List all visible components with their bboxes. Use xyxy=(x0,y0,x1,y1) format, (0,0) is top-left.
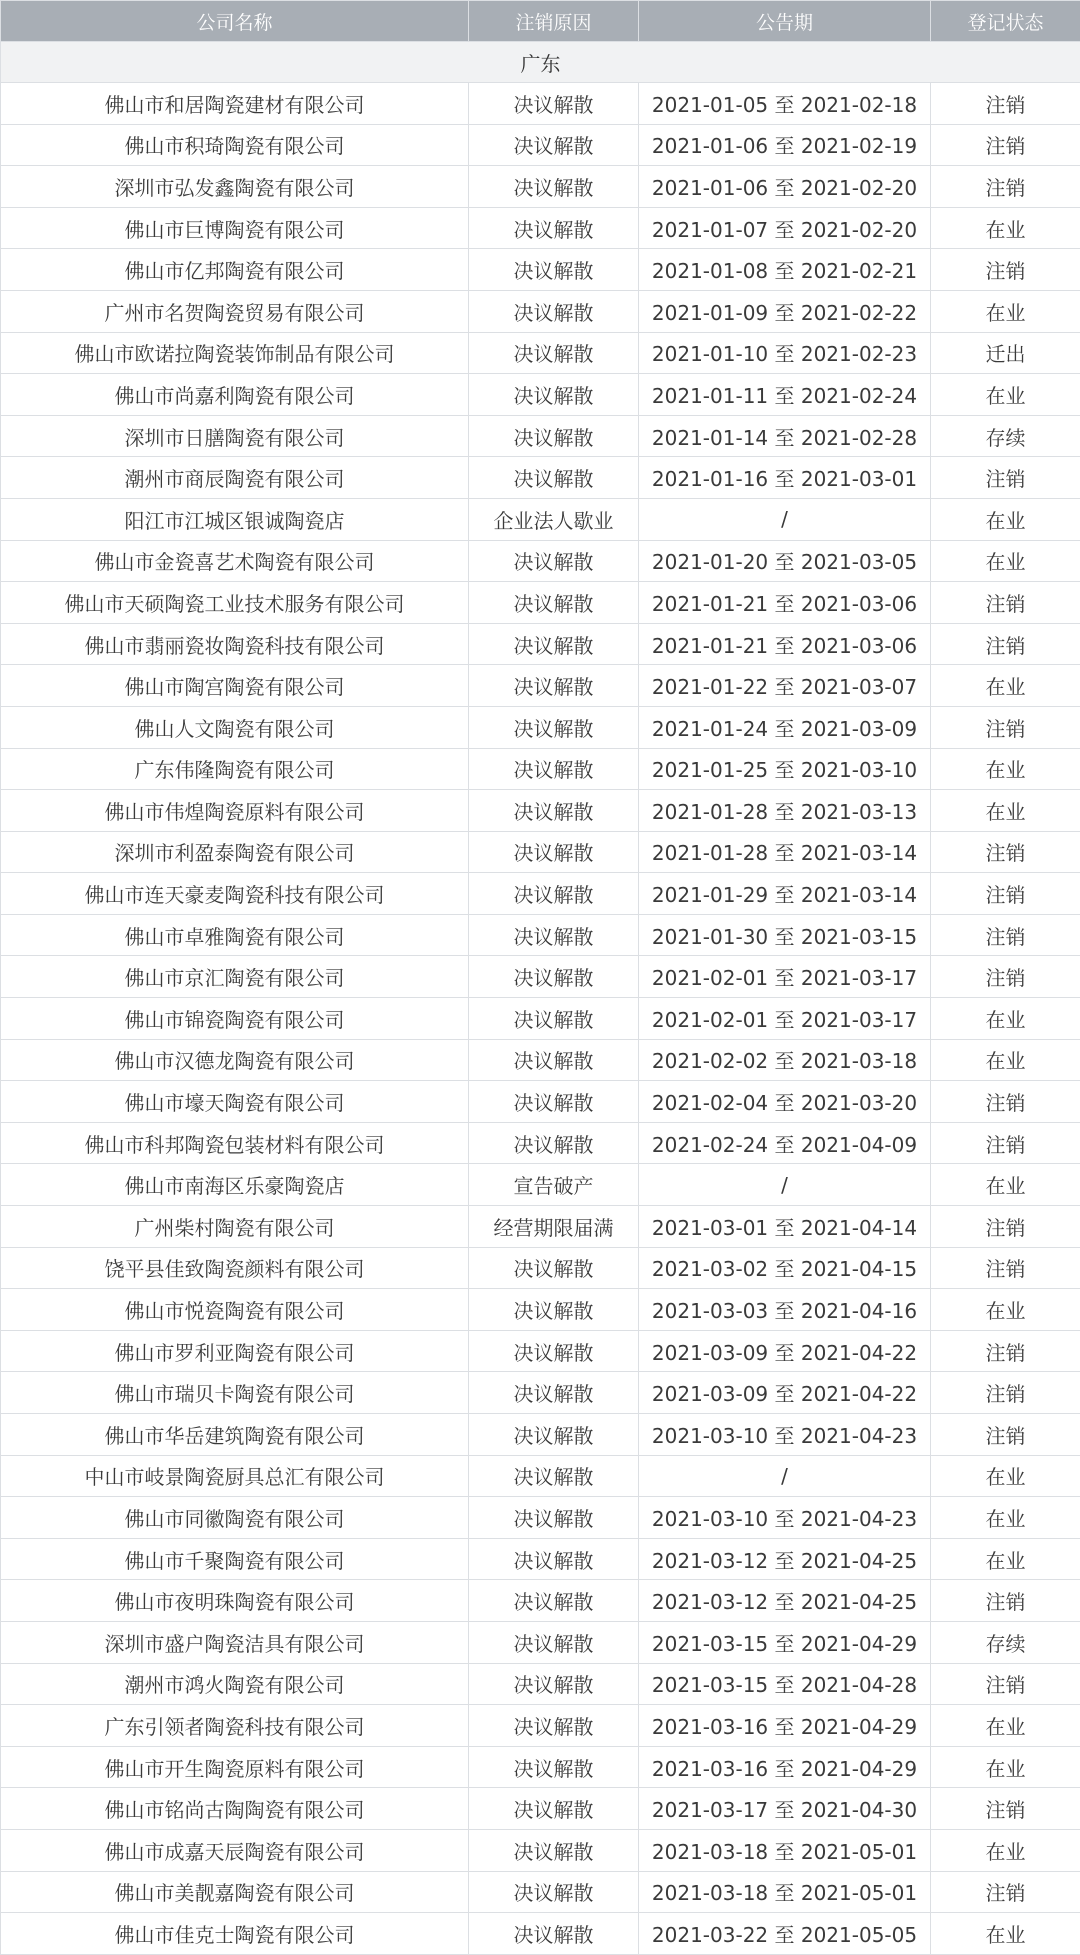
reason-cell: 经营期限届满 xyxy=(469,1206,639,1248)
company-name-cell: 佛山市罗利亚陶瓷有限公司 xyxy=(1,1330,469,1372)
reason-cell: 决议解散 xyxy=(469,1372,639,1414)
table-row xyxy=(1,1871,1080,1913)
company-name-cell: 佛山市金瓷喜艺术陶瓷有限公司 xyxy=(1,540,469,582)
period-cell: 2021-03-01 至 2021-04-14 xyxy=(639,1206,931,1248)
period-cell: 2021-02-01 至 2021-03-17 xyxy=(639,956,931,998)
status-cell: 在业 xyxy=(931,1497,1080,1539)
period-cell: 2021-01-05 至 2021-02-18 xyxy=(639,83,931,125)
region-label: 广东 xyxy=(1,42,1080,83)
company-name-cell: 佛山人文陶瓷有限公司 xyxy=(1,706,469,748)
company-name-cell: 佛山市南海区乐豪陶瓷店 xyxy=(1,1164,469,1206)
status-cell: 注销 xyxy=(931,1372,1080,1414)
reason-cell: 决议解散 xyxy=(469,207,639,249)
table-row xyxy=(1,873,1080,915)
status-cell: 在业 xyxy=(931,207,1080,249)
table-row xyxy=(1,1164,1080,1206)
status-cell: 在业 xyxy=(931,1164,1080,1206)
reason-cell: 决议解散 xyxy=(469,1913,639,1955)
table-row xyxy=(1,582,1080,624)
period-cell: / xyxy=(639,498,931,540)
status-cell: 在业 xyxy=(931,665,1080,707)
company-name-cell: 广东引领者陶瓷科技有限公司 xyxy=(1,1705,469,1747)
table-row xyxy=(1,540,1080,582)
period-cell: 2021-01-28 至 2021-03-14 xyxy=(639,831,931,873)
status-cell: 在业 xyxy=(931,1289,1080,1331)
reason-cell: 决议解散 xyxy=(469,290,639,332)
table-row xyxy=(1,1206,1080,1248)
status-cell: 注销 xyxy=(931,166,1080,208)
table-row xyxy=(1,1663,1080,1705)
period-cell: 2021-03-09 至 2021-04-22 xyxy=(639,1372,931,1414)
company-name-cell: 佛山市华岳建筑陶瓷有限公司 xyxy=(1,1414,469,1456)
company-name-cell: 佛山市巨博陶瓷有限公司 xyxy=(1,207,469,249)
status-cell: 注销 xyxy=(931,706,1080,748)
reason-cell: 决议解散 xyxy=(469,1746,639,1788)
company-name-cell: 深圳市利盈泰陶瓷有限公司 xyxy=(1,831,469,873)
table-row xyxy=(1,665,1080,707)
period-cell: 2021-03-10 至 2021-04-23 xyxy=(639,1497,931,1539)
reason-cell: 决议解散 xyxy=(469,1039,639,1081)
company-name-cell: 佛山市悦瓷陶瓷有限公司 xyxy=(1,1289,469,1331)
company-name-cell: 佛山市美靓嘉陶瓷有限公司 xyxy=(1,1871,469,1913)
status-cell: 注销 xyxy=(931,914,1080,956)
company-name-cell: 深圳市弘发鑫陶瓷有限公司 xyxy=(1,166,469,208)
reason-cell: 决议解散 xyxy=(469,1621,639,1663)
table-row xyxy=(1,623,1080,665)
period-cell: 2021-01-30 至 2021-03-15 xyxy=(639,914,931,956)
status-cell: 在业 xyxy=(931,1538,1080,1580)
period-cell: 2021-03-02 至 2021-04-15 xyxy=(639,1247,931,1289)
company-name-cell: 佛山市翡丽瓷妆陶瓷科技有限公司 xyxy=(1,623,469,665)
table-row xyxy=(1,1829,1080,1871)
period-cell: 2021-01-07 至 2021-02-20 xyxy=(639,207,931,249)
company-name-cell: 佛山市科邦陶瓷包装材料有限公司 xyxy=(1,1122,469,1164)
period-cell: 2021-01-21 至 2021-03-06 xyxy=(639,623,931,665)
table-row xyxy=(1,1122,1080,1164)
status-cell: 注销 xyxy=(931,1081,1080,1123)
table-row xyxy=(1,706,1080,748)
reason-cell: 决议解散 xyxy=(469,1829,639,1871)
period-cell: 2021-02-04 至 2021-03-20 xyxy=(639,1081,931,1123)
company-name-cell: 佛山市同徽陶瓷有限公司 xyxy=(1,1497,469,1539)
reason-cell: 决议解散 xyxy=(469,1788,639,1830)
company-name-cell: 佛山市壕天陶瓷有限公司 xyxy=(1,1081,469,1123)
table-row xyxy=(1,498,1080,540)
table-row xyxy=(1,1455,1080,1497)
status-cell: 注销 xyxy=(931,582,1080,624)
period-cell: 2021-03-18 至 2021-05-01 xyxy=(639,1871,931,1913)
period-cell: 2021-02-24 至 2021-04-09 xyxy=(639,1122,931,1164)
reason-cell: 决议解散 xyxy=(469,623,639,665)
reason-cell: 决议解散 xyxy=(469,166,639,208)
reason-cell: 决议解散 xyxy=(469,1455,639,1497)
status-cell: 在业 xyxy=(931,1705,1080,1747)
table-row xyxy=(1,748,1080,790)
company-name-cell: 潮州市商辰陶瓷有限公司 xyxy=(1,457,469,499)
table-row xyxy=(1,457,1080,499)
period-cell: 2021-01-09 至 2021-02-22 xyxy=(639,290,931,332)
table-row xyxy=(1,415,1080,457)
reason-cell: 决议解散 xyxy=(469,873,639,915)
status-cell: 存续 xyxy=(931,415,1080,457)
table-row xyxy=(1,1497,1080,1539)
period-cell: / xyxy=(639,1455,931,1497)
header-row xyxy=(1,1,1080,42)
period-cell: 2021-03-03 至 2021-04-16 xyxy=(639,1289,931,1331)
reason-cell: 决议解散 xyxy=(469,706,639,748)
table-row xyxy=(1,1788,1080,1830)
table-row xyxy=(1,290,1080,332)
period-cell: 2021-01-22 至 2021-03-07 xyxy=(639,665,931,707)
status-cell: 注销 xyxy=(931,831,1080,873)
company-name-cell: 佛山市成嘉天辰陶瓷有限公司 xyxy=(1,1829,469,1871)
reason-cell: 决议解散 xyxy=(469,124,639,166)
period-cell: 2021-03-16 至 2021-04-29 xyxy=(639,1746,931,1788)
reason-cell: 决议解散 xyxy=(469,831,639,873)
reason-cell: 决议解散 xyxy=(469,665,639,707)
company-name-cell: 潮州市鸿火陶瓷有限公司 xyxy=(1,1663,469,1705)
period-cell: 2021-03-09 至 2021-04-22 xyxy=(639,1330,931,1372)
status-cell: 存续 xyxy=(931,1621,1080,1663)
table-row xyxy=(1,332,1080,374)
reason-cell: 决议解散 xyxy=(469,1663,639,1705)
header-company: 公司名称 xyxy=(1,1,469,42)
period-cell: 2021-01-06 至 2021-02-19 xyxy=(639,124,931,166)
status-cell: 注销 xyxy=(931,1580,1080,1622)
reason-cell: 决议解散 xyxy=(469,1580,639,1622)
company-name-cell: 广州市名贺陶瓷贸易有限公司 xyxy=(1,290,469,332)
period-cell: 2021-01-11 至 2021-02-24 xyxy=(639,374,931,416)
company-name-cell: 深圳市日膳陶瓷有限公司 xyxy=(1,415,469,457)
status-cell: 在业 xyxy=(931,998,1080,1040)
period-cell: 2021-03-17 至 2021-04-30 xyxy=(639,1788,931,1830)
company-name-cell: 深圳市盛户陶瓷洁具有限公司 xyxy=(1,1621,469,1663)
company-name-cell: 佛山市亿邦陶瓷有限公司 xyxy=(1,249,469,291)
company-name-cell: 佛山市汉德龙陶瓷有限公司 xyxy=(1,1039,469,1081)
company-name-cell: 饶平县佳致陶瓷颜料有限公司 xyxy=(1,1247,469,1289)
table-row xyxy=(1,956,1080,998)
reason-cell: 企业法人歇业 xyxy=(469,498,639,540)
status-cell: 在业 xyxy=(931,1039,1080,1081)
company-name-cell: 中山市岐景陶瓷厨具总汇有限公司 xyxy=(1,1455,469,1497)
period-cell: 2021-03-15 至 2021-04-28 xyxy=(639,1663,931,1705)
status-cell: 注销 xyxy=(931,249,1080,291)
header-period: 公告期 xyxy=(639,1,931,42)
status-cell: 注销 xyxy=(931,956,1080,998)
reason-cell: 决议解散 xyxy=(469,1705,639,1747)
reason-cell: 决议解散 xyxy=(469,956,639,998)
period-cell: 2021-01-25 至 2021-03-10 xyxy=(639,748,931,790)
status-cell: 在业 xyxy=(931,498,1080,540)
status-cell: 在业 xyxy=(931,1829,1080,1871)
company-name-cell: 佛山市京汇陶瓷有限公司 xyxy=(1,956,469,998)
reason-cell: 宣告破产 xyxy=(469,1164,639,1206)
period-cell: 2021-01-06 至 2021-02-20 xyxy=(639,166,931,208)
table-row xyxy=(1,166,1080,208)
status-cell: 注销 xyxy=(931,83,1080,125)
status-cell: 注销 xyxy=(931,1788,1080,1830)
status-cell: 注销 xyxy=(931,1206,1080,1248)
company-name-cell: 佛山市连天豪麦陶瓷科技有限公司 xyxy=(1,873,469,915)
table-row xyxy=(1,1289,1080,1331)
company-name-cell: 广州柴村陶瓷有限公司 xyxy=(1,1206,469,1248)
reason-cell: 决议解散 xyxy=(469,249,639,291)
table-row xyxy=(1,1621,1080,1663)
status-cell: 在业 xyxy=(931,1746,1080,1788)
reason-cell: 决议解散 xyxy=(469,540,639,582)
company-name-cell: 佛山市千聚陶瓷有限公司 xyxy=(1,1538,469,1580)
status-cell: 在业 xyxy=(931,790,1080,832)
status-cell: 在业 xyxy=(931,1913,1080,1955)
status-cell: 在业 xyxy=(931,540,1080,582)
reason-cell: 决议解散 xyxy=(469,83,639,125)
reason-cell: 决议解散 xyxy=(469,1247,639,1289)
reason-cell: 决议解散 xyxy=(469,1414,639,1456)
period-cell: 2021-01-20 至 2021-03-05 xyxy=(639,540,931,582)
status-cell: 迁出 xyxy=(931,332,1080,374)
period-cell: 2021-02-01 至 2021-03-17 xyxy=(639,998,931,1040)
reason-cell: 决议解散 xyxy=(469,1497,639,1539)
table-row xyxy=(1,1705,1080,1747)
status-cell: 注销 xyxy=(931,623,1080,665)
period-cell: 2021-03-12 至 2021-04-25 xyxy=(639,1538,931,1580)
company-name-cell: 佛山市陶宫陶瓷有限公司 xyxy=(1,665,469,707)
reason-cell: 决议解散 xyxy=(469,582,639,624)
table-row xyxy=(1,1746,1080,1788)
table-row xyxy=(1,1913,1080,1955)
period-cell: 2021-03-12 至 2021-04-25 xyxy=(639,1580,931,1622)
company-name-cell: 佛山市卓雅陶瓷有限公司 xyxy=(1,914,469,956)
period-cell: 2021-01-28 至 2021-03-13 xyxy=(639,790,931,832)
header-reason: 注销原因 xyxy=(469,1,639,42)
status-cell: 注销 xyxy=(931,873,1080,915)
table-row xyxy=(1,1580,1080,1622)
status-cell: 注销 xyxy=(931,1247,1080,1289)
table-row xyxy=(1,1330,1080,1372)
reason-cell: 决议解散 xyxy=(469,748,639,790)
status-cell: 注销 xyxy=(931,1122,1080,1164)
period-cell: 2021-03-15 至 2021-04-29 xyxy=(639,1621,931,1663)
company-name-cell: 佛山市夜明珠陶瓷有限公司 xyxy=(1,1580,469,1622)
table-row xyxy=(1,831,1080,873)
period-cell: 2021-01-21 至 2021-03-06 xyxy=(639,582,931,624)
table-row xyxy=(1,207,1080,249)
period-cell: 2021-03-16 至 2021-04-29 xyxy=(639,1705,931,1747)
period-cell: 2021-01-10 至 2021-02-23 xyxy=(639,332,931,374)
company-name-cell: 佛山市锦瓷陶瓷有限公司 xyxy=(1,998,469,1040)
table-row xyxy=(1,249,1080,291)
company-name-cell: 佛山市瑞贝卡陶瓷有限公司 xyxy=(1,1372,469,1414)
period-cell: / xyxy=(639,1164,931,1206)
status-cell: 注销 xyxy=(931,1663,1080,1705)
region-row xyxy=(1,42,1080,83)
company-name-cell: 佛山市开生陶瓷原料有限公司 xyxy=(1,1746,469,1788)
reason-cell: 决议解散 xyxy=(469,1330,639,1372)
status-cell: 注销 xyxy=(931,1414,1080,1456)
company-name-cell: 广东伟隆陶瓷有限公司 xyxy=(1,748,469,790)
company-name-cell: 佛山市天硕陶瓷工业技术服务有限公司 xyxy=(1,582,469,624)
reason-cell: 决议解散 xyxy=(469,1122,639,1164)
reason-cell: 决议解散 xyxy=(469,790,639,832)
status-cell: 在业 xyxy=(931,748,1080,790)
status-cell: 注销 xyxy=(931,1330,1080,1372)
status-cell: 在业 xyxy=(931,290,1080,332)
table-row xyxy=(1,998,1080,1040)
table-row xyxy=(1,124,1080,166)
status-cell: 在业 xyxy=(931,1455,1080,1497)
table-row xyxy=(1,1039,1080,1081)
reason-cell: 决议解散 xyxy=(469,374,639,416)
period-cell: 2021-01-29 至 2021-03-14 xyxy=(639,873,931,915)
header-status: 登记状态 xyxy=(931,1,1080,42)
table-row xyxy=(1,374,1080,416)
table-row xyxy=(1,790,1080,832)
reason-cell: 决议解散 xyxy=(469,1538,639,1580)
status-cell: 注销 xyxy=(931,1871,1080,1913)
period-cell: 2021-01-08 至 2021-02-21 xyxy=(639,249,931,291)
period-cell: 2021-03-18 至 2021-05-01 xyxy=(639,1829,931,1871)
reason-cell: 决议解散 xyxy=(469,1871,639,1913)
reason-cell: 决议解散 xyxy=(469,415,639,457)
period-cell: 2021-01-16 至 2021-03-01 xyxy=(639,457,931,499)
table-row xyxy=(1,914,1080,956)
company-name-cell: 佛山市积琦陶瓷有限公司 xyxy=(1,124,469,166)
reason-cell: 决议解散 xyxy=(469,457,639,499)
table-row xyxy=(1,1247,1080,1289)
table-row xyxy=(1,1081,1080,1123)
reason-cell: 决议解散 xyxy=(469,332,639,374)
company-name-cell: 佛山市伟煌陶瓷原料有限公司 xyxy=(1,790,469,832)
table-row xyxy=(1,83,1080,125)
status-cell: 在业 xyxy=(931,374,1080,416)
company-name-cell: 阳江市江城区银诚陶瓷店 xyxy=(1,498,469,540)
period-cell: 2021-02-02 至 2021-03-18 xyxy=(639,1039,931,1081)
company-name-cell: 佛山市和居陶瓷建材有限公司 xyxy=(1,83,469,125)
company-name-cell: 佛山市欧诺拉陶瓷装饰制品有限公司 xyxy=(1,332,469,374)
period-cell: 2021-03-22 至 2021-05-05 xyxy=(639,1913,931,1955)
table-row xyxy=(1,1372,1080,1414)
period-cell: 2021-01-24 至 2021-03-09 xyxy=(639,706,931,748)
company-name-cell: 佛山市尚嘉利陶瓷有限公司 xyxy=(1,374,469,416)
company-name-cell: 佛山市佳克士陶瓷有限公司 xyxy=(1,1913,469,1955)
reason-cell: 决议解散 xyxy=(469,1081,639,1123)
period-cell: 2021-03-10 至 2021-04-23 xyxy=(639,1414,931,1456)
reason-cell: 决议解散 xyxy=(469,1289,639,1331)
reason-cell: 决议解散 xyxy=(469,998,639,1040)
reason-cell: 决议解散 xyxy=(469,914,639,956)
status-cell: 注销 xyxy=(931,124,1080,166)
table-row xyxy=(1,1538,1080,1580)
table-row xyxy=(1,1414,1080,1456)
status-cell: 注销 xyxy=(931,457,1080,499)
company-name-cell: 佛山市铭尚古陶陶瓷有限公司 xyxy=(1,1788,469,1830)
period-cell: 2021-01-14 至 2021-02-28 xyxy=(639,415,931,457)
